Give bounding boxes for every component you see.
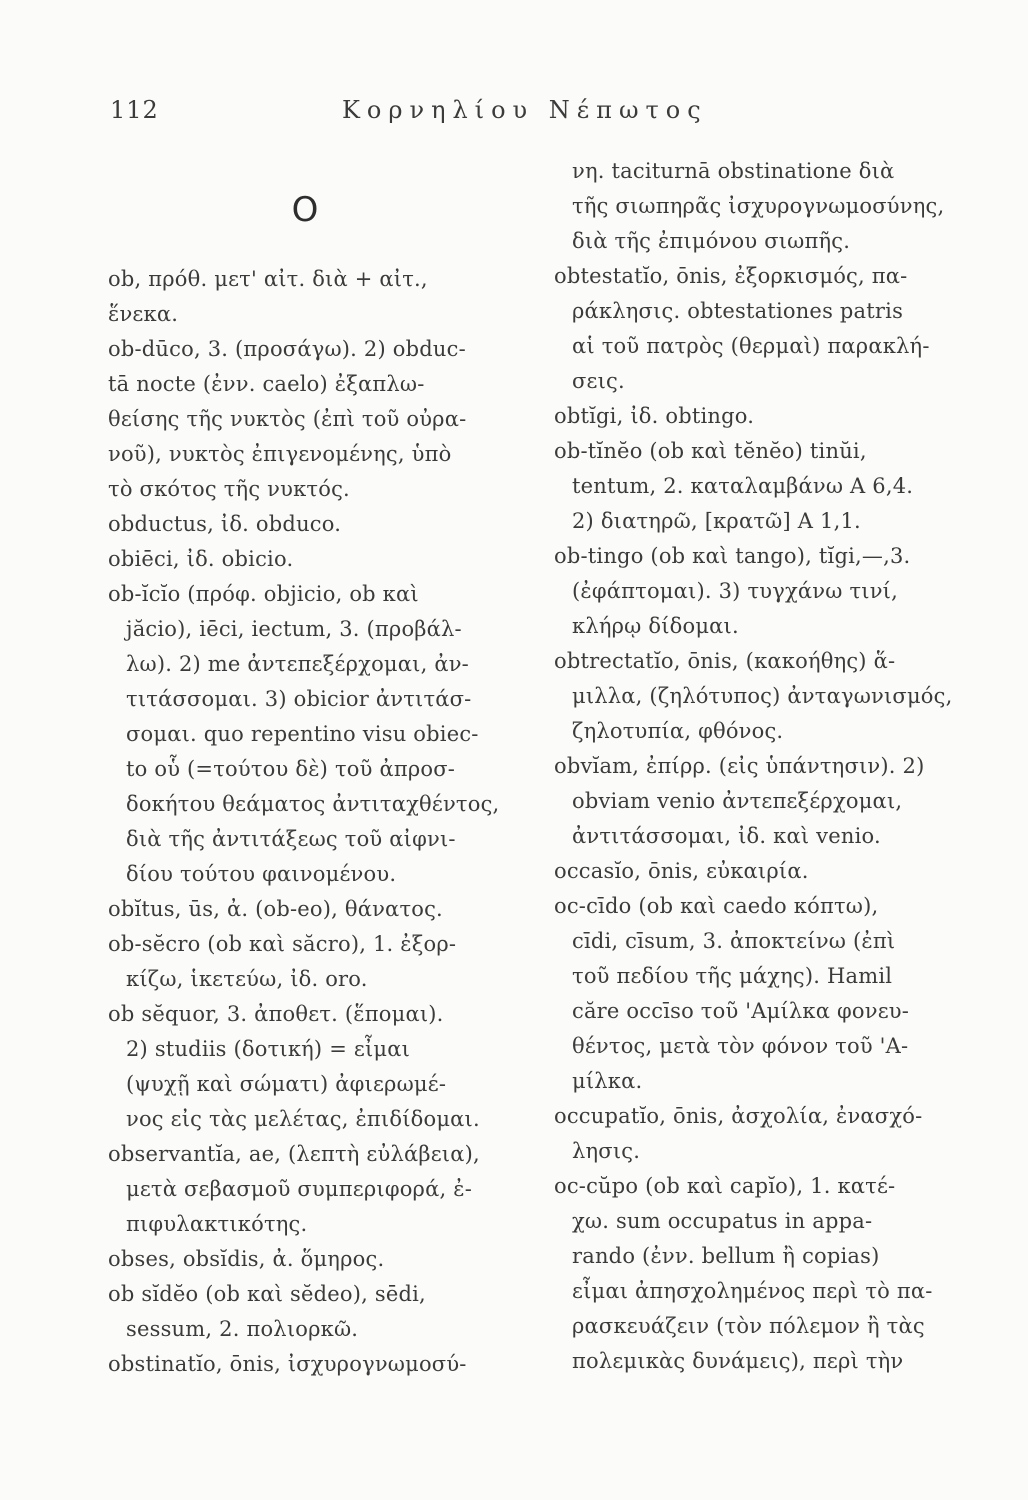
right-column-line: ob-tĭnĕo (ob καὶ tĕnĕo) tinŭi, [554, 439, 867, 463]
right-column-line: ob-tingo (ob καὶ tango), tĭgi,—,3. [554, 544, 911, 568]
right-column-line: rando (ἐνν. bellum ἢ copias) [572, 1244, 880, 1268]
left-column-line: κίζω, ἱκετεύω, ἰδ. oro. [126, 967, 368, 991]
right-column-line: căre occīso τοῦ 'Αμίλκα φονευ- [572, 999, 910, 1023]
left-column-line: ob-sĕcro (ob καὶ săcro), 1. ἐξορ- [108, 932, 457, 956]
left-column-line: ob, πρόθ. μετ' αἰτ. διὰ + αἰτ., [108, 267, 428, 291]
right-column-line: ράκλησις. obtestationes patris [572, 299, 904, 323]
left-column-line: jăcio), iēci, iectum, 3. (προβάλ- [126, 617, 462, 641]
left-column-line: δοκήτου θεάματος ἀντιταχθέντος, [126, 792, 500, 816]
running-title: Κορνηλίου Νέπωτος [342, 96, 708, 124]
left-column-line: πιφυλακτικότης. [126, 1212, 308, 1236]
right-column-line: ζηλοτυπία, φθόνος. [572, 719, 784, 743]
left-column-line: observantĭa, ae, (λεπτὴ εὐλάβεια), [108, 1142, 480, 1166]
left-column-line: obiēci, ἰδ. obicio. [108, 547, 294, 571]
right-column-line: tentum, 2. καταλαμβάνω A 6,4. [572, 474, 914, 498]
left-column-line: ob-ĭcĭo (πρόφ. objicio, ob καὶ [108, 582, 419, 606]
right-column-line: εἶμαι ἀπησχολημένος περὶ τὸ πα- [572, 1279, 933, 1303]
right-column-line: διὰ τῆς ἐπιμόνου σιωπῆς. [572, 229, 851, 253]
right-column-line: νη. taciturnā obstinatione διὰ [572, 159, 895, 183]
right-column-line: τῆς σιωπηρᾶς ἰσχυρογνωμοσύνης, [572, 194, 945, 218]
right-column-line: μιλλα, (ζηλότυπος) ἀνταγωνισμός, [572, 684, 953, 708]
left-column-line: ob-dūco, 3. (προσάγω). 2) obduc- [108, 337, 466, 361]
right-column-line: σεις. [572, 369, 625, 393]
right-column-line: obtĭgi, ἰδ. obtingo. [554, 404, 755, 428]
right-column-line: χω. sum occupatus in appa- [572, 1209, 873, 1233]
left-column-line: tā nocte (ἐνν. caelo) ἐξαπλω- [108, 372, 425, 396]
left-column-line: obstinatĭo, ōnis, ἰσχυρογνωμοσύ- [108, 1352, 467, 1376]
left-column-line: obductus, ἰδ. obduco. [108, 512, 342, 536]
right-column-line: obtrectatĭo, ōnis, (κακοήθης) ἅ- [554, 649, 896, 673]
left-column-line: τὸ σκότος τῆς νυκτός. [108, 477, 350, 501]
right-column-line: occupatĭo, ōnis, ἀσχολία, ἐνασχό- [554, 1104, 923, 1128]
left-column-line: sessum, 2. πολιορκῶ. [126, 1317, 359, 1341]
right-column-line: cīdi, cīsum, 3. ἀποκτείνω (ἐπὶ [572, 929, 896, 953]
right-column [554, 154, 974, 1379]
left-column-line: ob sĭdĕo (ob καὶ sĕdeo), sēdi, [108, 1282, 426, 1306]
left-column-line: σομαι. quo repentino visu obiec- [126, 722, 479, 746]
left-column-line: τιτάσσομαι. 3) obicior ἀντιτάσ- [126, 687, 472, 711]
left-column-line: ob sĕquor, 3. ἀποθετ. (ἕπομαι). [108, 1002, 444, 1026]
left-column-line: obĭtus, ūs, ἀ. (ob-eo), θάνατος. [108, 897, 443, 921]
right-column-line: obviam venio ἀντεπεξέρχομαι, [572, 789, 903, 813]
right-column-line: θέντος, μετὰ τὸν φόνον τοῦ 'Α- [572, 1034, 909, 1058]
left-column-line: θείσης τῆς νυκτὸς (ἐπὶ τοῦ οὐρα- [108, 407, 467, 431]
right-column-line: ἀντιτάσσομαι, ἰδ. καὶ venio. [572, 824, 881, 848]
left-column-line: διὰ τῆς ἀντιτάξεως τοῦ αἰφνι- [126, 827, 456, 851]
left-column-line: 2) studiis (δοτική) = εἶμαι [126, 1037, 411, 1061]
left-column-line: δίου τούτου φαινομένου. [126, 862, 397, 886]
left-column-line: ἕνεκα. [108, 302, 179, 326]
left-column-line: obses, obsĭdis, ἀ. ὅμηρος. [108, 1247, 385, 1271]
right-column-line: λησις. [572, 1139, 641, 1163]
right-column-line: obtestatĭo, ōnis, ἐξορκισμός, πα- [554, 264, 908, 288]
section-letter: O [291, 190, 319, 230]
right-column-line: oc-cŭpo (ob καὶ capĭo), 1. κατέ- [554, 1174, 896, 1198]
right-column-line: occasĭo, ōnis, εὐκαιρία. [554, 859, 809, 883]
right-column-line: 2) διατηρῶ, [κρατῶ] A 1,1. [572, 509, 861, 533]
page-number: 112 [110, 96, 159, 124]
right-column-line: oc-cīdo (ob καὶ caedo κόπτω), [554, 894, 879, 918]
right-column-line: αἱ τοῦ πατρὸς (θερμαὶ) παρακλή- [572, 334, 930, 358]
right-column-line: πολεμικὰς δυνάμεις), περὶ τὴν [572, 1349, 904, 1373]
left-column-line: νοῦ), νυκτὸς ἐπιγενομένης, ὑπὸ [108, 442, 452, 466]
left-column-line: νος εἰς τὰς μελέτας, ἐπιδίδομαι. [126, 1107, 480, 1131]
right-column-line: obvĭam, ἐπίρρ. (εἰς ὑπάντησιν). 2) [554, 754, 925, 778]
left-column [108, 262, 538, 1382]
right-column-line: ρασκευάζειν (τὸν πόλεμον ἢ τὰς [572, 1314, 925, 1338]
left-column-line: to οὗ (=τούτου δὲ) τοῦ ἀπροσ- [126, 757, 456, 781]
left-column-line: μετὰ σεβασμοῦ συμπεριφορά, ἐ- [126, 1177, 473, 1201]
right-column-line: κλήρῳ δίδομαι. [572, 614, 739, 638]
right-column-line: τοῦ πεδίου τῆς μάχης). Hamil [572, 964, 893, 988]
left-column-line: (ψυχῇ καὶ σώματι) ἀφιερωμέ- [126, 1072, 447, 1096]
right-column-line: μίλκα. [572, 1069, 643, 1093]
right-column-line: (ἐφάπτομαι). 3) τυγχάνω τινί, [572, 579, 898, 603]
left-column-line: λω). 2) me ἀντεπεξέρχομαι, ἀν- [126, 652, 469, 676]
